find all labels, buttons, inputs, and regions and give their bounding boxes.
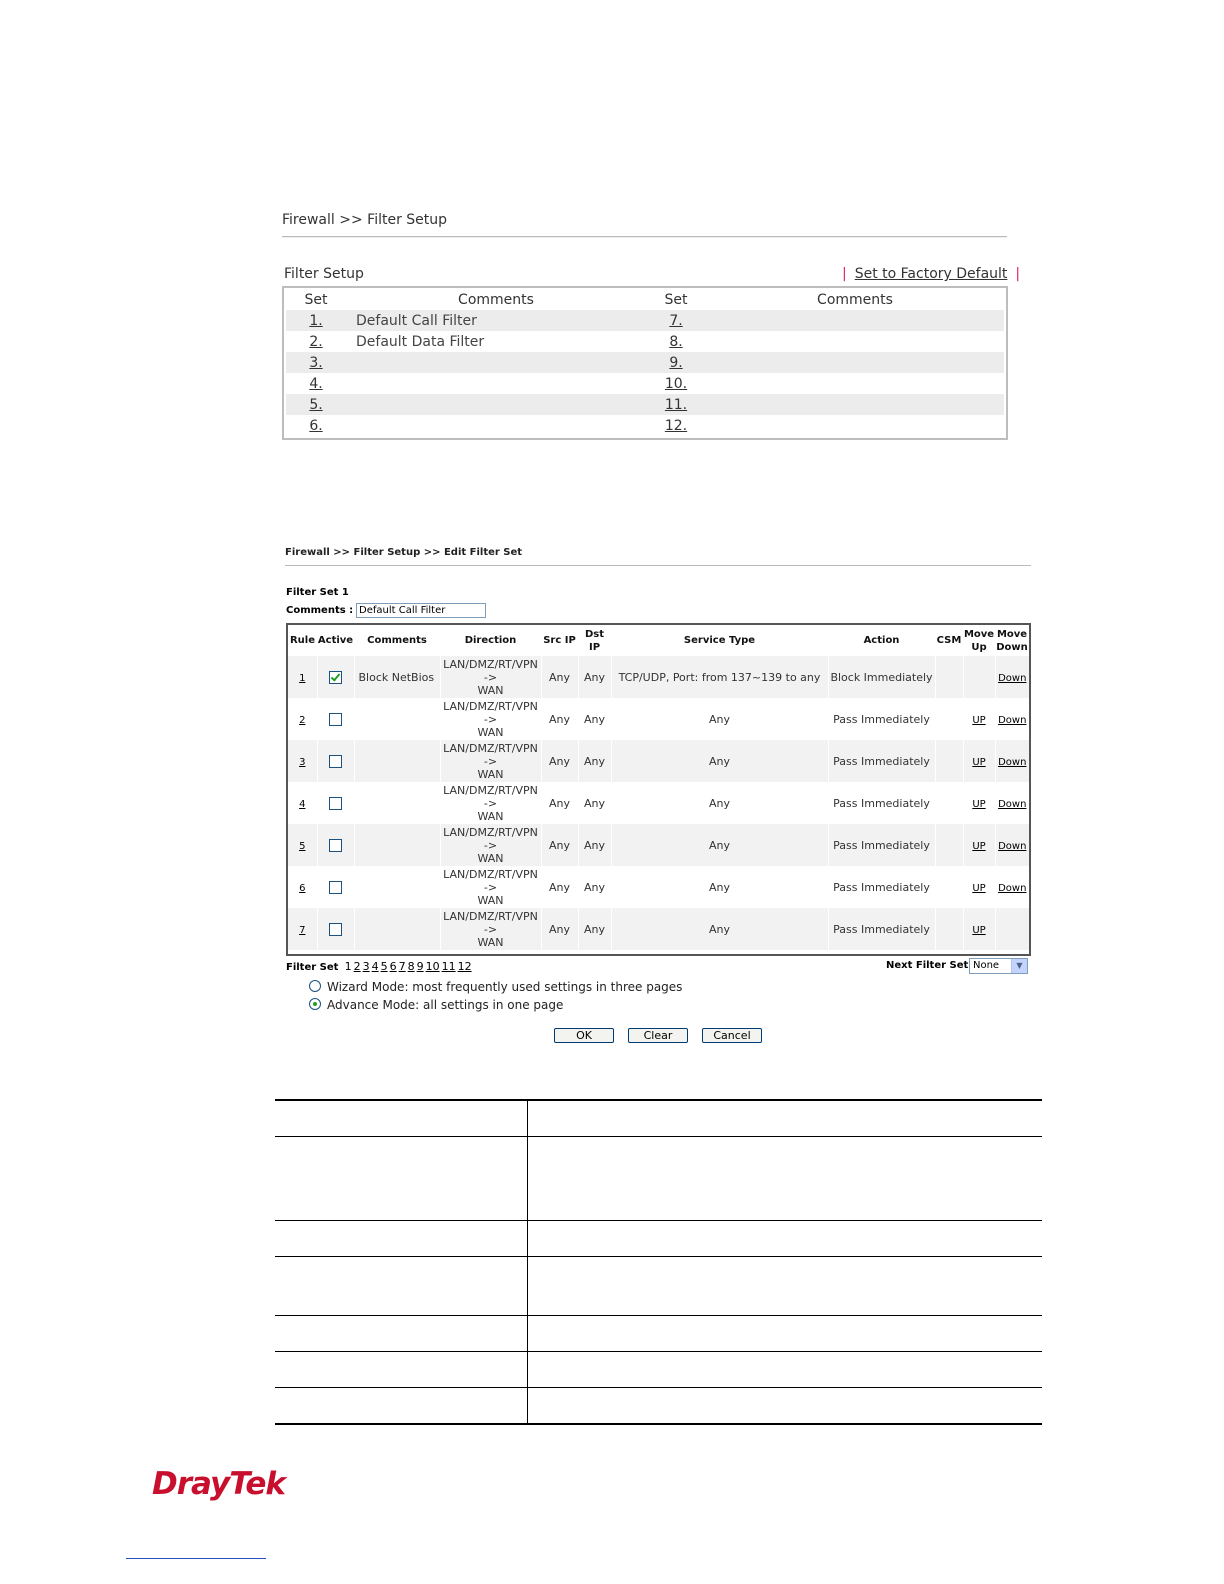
rule-comment xyxy=(354,782,440,824)
active-cell xyxy=(317,824,354,866)
rule-number-cell xyxy=(288,908,317,950)
move-up-link[interactable]: UP xyxy=(972,798,986,810)
direction-line: WAN xyxy=(477,683,504,697)
move-down-cell xyxy=(995,656,1029,698)
col-move-up-line2: Up xyxy=(971,641,987,653)
direction-line: -> xyxy=(483,670,498,684)
rule-direction xyxy=(440,698,541,740)
rule-src-ip: Any xyxy=(541,656,578,698)
table-row xyxy=(286,373,1004,394)
move-down-link[interactable]: Down xyxy=(998,756,1027,768)
move-up-cell xyxy=(963,698,995,740)
filter-rules-table xyxy=(286,623,1031,956)
direction-line: LAN/DMZ/RT/VPN xyxy=(443,657,538,671)
pager-link[interactable]: 11 xyxy=(441,960,456,973)
move-down-link[interactable]: Down xyxy=(998,882,1027,894)
active-checkbox[interactable] xyxy=(329,839,342,852)
filter-set-link[interactable]: 9. xyxy=(669,354,683,371)
move-up-cell xyxy=(963,656,995,698)
comments-label: Comments : xyxy=(286,605,354,616)
col-active: Active xyxy=(317,635,354,646)
set-to-factory-default-link[interactable]: Set to Factory Default xyxy=(854,266,1008,282)
table-row xyxy=(288,656,1029,698)
table-row xyxy=(288,740,1029,782)
col-comments: Comments xyxy=(367,635,427,646)
move-up-link[interactable]: UP xyxy=(972,714,986,726)
footer-rule xyxy=(126,1558,266,1559)
chevron-down-icon: ▼ xyxy=(1011,959,1027,973)
move-up-cell xyxy=(963,866,995,908)
breadcrumb-divider xyxy=(282,236,1007,238)
set-comment xyxy=(706,394,1004,415)
next-filter-set-select[interactable] xyxy=(969,958,1028,974)
set-comment xyxy=(706,352,1004,373)
pipe-separator: | xyxy=(842,266,847,282)
move-up-cell xyxy=(963,908,995,950)
clear-button[interactable]: Clear xyxy=(628,1028,688,1043)
rule-src-ip: Any xyxy=(541,698,578,740)
next-filter-set-value: None xyxy=(973,960,1000,971)
column-divider xyxy=(527,1100,528,1425)
rule-direction xyxy=(440,866,541,908)
direction-line: -> xyxy=(483,922,498,936)
advance-mode-option[interactable] xyxy=(309,998,563,1012)
rule-csm xyxy=(935,656,963,698)
wizard-mode-radio[interactable] xyxy=(309,980,321,992)
comments-input[interactable]: Default Call Filter xyxy=(356,603,486,618)
direction-line: WAN xyxy=(477,767,504,781)
set-cell xyxy=(286,352,346,373)
rule-dst-ip: Any xyxy=(578,908,611,950)
filter-setup-section-title: Filter Setup xyxy=(284,266,364,282)
rule-dst-ip: Any xyxy=(578,656,611,698)
rule-dst-ip: Any xyxy=(578,698,611,740)
move-up-link[interactable]: UP xyxy=(972,882,986,894)
rule-link[interactable]: 4 xyxy=(299,798,306,810)
description-table xyxy=(275,1099,1042,1425)
advance-mode-label: Advance Mode: all settings in one page xyxy=(327,998,564,1012)
edit-filter-set-breadcrumb: Firewall >> Filter Setup >> Edit Filter Set xyxy=(285,547,523,558)
col-src-ip: Src IP xyxy=(543,635,576,646)
advance-mode-radio[interactable] xyxy=(309,998,321,1010)
rule-csm xyxy=(935,824,963,866)
rule-direction xyxy=(440,782,541,824)
rule-action: Pass Immediately xyxy=(828,740,935,782)
filter-set-link[interactable]: 6. xyxy=(309,417,323,434)
col-rule: Rule xyxy=(289,635,316,646)
table-rule xyxy=(275,1387,1042,1388)
filter-set-link[interactable]: 4. xyxy=(309,375,323,392)
move-down-link[interactable]: Down xyxy=(998,840,1027,852)
rule-src-ip: Any xyxy=(541,824,578,866)
col-comments: Comments xyxy=(458,292,534,308)
pager-link[interactable]: 9 xyxy=(416,960,424,973)
table-row xyxy=(286,394,1004,415)
table-row xyxy=(286,310,1004,331)
rule-csm xyxy=(935,698,963,740)
move-up-link[interactable]: UP xyxy=(972,840,986,852)
set-comment: Default Call Filter xyxy=(346,310,646,331)
rule-service-type: Any xyxy=(611,740,828,782)
rule-dst-ip: Any xyxy=(578,824,611,866)
filter-set-link[interactable]: 10. xyxy=(664,375,688,392)
filter-set-link[interactable]: 2. xyxy=(309,333,323,350)
rule-direction xyxy=(440,824,541,866)
rule-comment xyxy=(354,740,440,782)
set-comment xyxy=(706,331,1004,352)
rule-number-cell xyxy=(288,824,317,866)
col-move-up-line1: Move xyxy=(963,628,995,640)
col-csm: CSM xyxy=(936,635,962,646)
rule-action: Pass Immediately xyxy=(828,908,935,950)
rule-action: Pass Immediately xyxy=(828,698,935,740)
rule-comment xyxy=(354,866,440,908)
rule-action: Pass Immediately xyxy=(828,824,935,866)
table-rule xyxy=(275,1136,1042,1137)
col-move-down-line1: Move xyxy=(996,628,1028,640)
ok-button[interactable]: OK xyxy=(554,1028,614,1043)
table-row xyxy=(288,866,1029,908)
pager-link[interactable]: 2 xyxy=(353,960,361,973)
pager-link[interactable]: 6 xyxy=(389,960,397,973)
move-down-link[interactable]: Down xyxy=(998,714,1027,726)
set-cell xyxy=(286,373,346,394)
rule-service-type: Any xyxy=(611,698,828,740)
rule-action: Pass Immediately xyxy=(828,866,935,908)
direction-line: -> xyxy=(483,880,498,894)
table-row xyxy=(288,782,1029,824)
move-down-cell xyxy=(995,866,1029,908)
rule-direction xyxy=(440,740,541,782)
rule-dst-ip: Any xyxy=(578,782,611,824)
draytek-logo: DrayTek xyxy=(152,1466,285,1502)
direction-line: WAN xyxy=(477,851,504,865)
set-comment xyxy=(706,310,1004,331)
filter-set-pager xyxy=(286,960,474,973)
pager-link[interactable]: 5 xyxy=(380,960,388,973)
table-row xyxy=(286,352,1004,373)
move-down-cell xyxy=(995,782,1029,824)
rule-link[interactable]: 2 xyxy=(299,714,306,726)
pager-link[interactable]: 7 xyxy=(398,960,406,973)
table-rule xyxy=(275,1099,1042,1101)
table-rule xyxy=(275,1315,1042,1316)
filter-set-link[interactable]: 5. xyxy=(309,396,323,413)
rule-src-ip: Any xyxy=(541,866,578,908)
filter-set-link[interactable]: 7. xyxy=(669,312,683,329)
set-comment xyxy=(346,394,646,415)
move-up-cell xyxy=(963,782,995,824)
direction-line: LAN/DMZ/RT/VPN xyxy=(443,867,538,881)
pager-current: 1 xyxy=(344,960,352,973)
active-cell xyxy=(317,782,354,824)
rule-service-type: Any xyxy=(611,782,828,824)
rule-src-ip: Any xyxy=(541,908,578,950)
filter-setup-breadcrumb: Firewall >> Filter Setup xyxy=(282,212,448,228)
set-cell xyxy=(286,331,346,352)
active-checkbox[interactable] xyxy=(329,881,342,894)
direction-line: LAN/DMZ/RT/VPN xyxy=(443,909,538,923)
set-comment xyxy=(346,415,646,436)
pager-link[interactable]: 10 xyxy=(425,960,440,973)
active-cell xyxy=(317,908,354,950)
col-comments: Comments xyxy=(817,292,893,308)
rule-service-type: Any xyxy=(611,866,828,908)
table-row xyxy=(286,415,1004,436)
rule-number-cell xyxy=(288,740,317,782)
col-dst-ip: Dst IP xyxy=(584,628,605,653)
rule-csm xyxy=(935,866,963,908)
col-move-down-line2: Down xyxy=(996,641,1028,653)
table-rule xyxy=(275,1220,1042,1221)
filter-set-link[interactable]: 12. xyxy=(664,417,688,434)
active-checkbox[interactable] xyxy=(329,797,342,810)
rule-link[interactable]: 6 xyxy=(299,882,306,894)
rule-comment xyxy=(354,698,440,740)
direction-line: LAN/DMZ/RT/VPN xyxy=(443,741,538,755)
set-comment xyxy=(706,373,1004,394)
col-move-down xyxy=(995,625,1029,656)
move-up-cell xyxy=(963,824,995,866)
pager-link[interactable]: 8 xyxy=(407,960,415,973)
rule-service-type: Any xyxy=(611,908,828,950)
set-cell xyxy=(646,331,706,352)
wizard-mode-label: Wizard Mode: most frequently used settings in three pages xyxy=(327,980,683,994)
rule-number-cell xyxy=(288,656,317,698)
rule-direction xyxy=(440,656,541,698)
rule-link[interactable]: 1 xyxy=(299,672,306,684)
rule-csm xyxy=(935,782,963,824)
move-up-cell xyxy=(963,740,995,782)
set-comment xyxy=(346,352,646,373)
set-cell xyxy=(286,394,346,415)
rule-number-cell xyxy=(288,698,317,740)
set-comment xyxy=(346,373,646,394)
pager-link[interactable]: 3 xyxy=(362,960,370,973)
set-cell xyxy=(646,310,706,331)
col-set: Set xyxy=(664,292,688,308)
direction-line: -> xyxy=(483,712,498,726)
direction-line: LAN/DMZ/RT/VPN xyxy=(443,825,538,839)
pipe-separator: | xyxy=(1015,266,1021,282)
direction-line: LAN/DMZ/RT/VPN xyxy=(443,699,538,713)
rule-direction xyxy=(440,908,541,950)
move-down-link[interactable]: Down xyxy=(998,798,1027,810)
active-cell xyxy=(317,698,354,740)
pager-link[interactable]: 4 xyxy=(371,960,379,973)
direction-line: -> xyxy=(483,796,498,810)
set-cell xyxy=(646,352,706,373)
set-cell xyxy=(646,373,706,394)
filter-set-link[interactable]: 1. xyxy=(309,312,323,329)
filter-set-link[interactable]: 8. xyxy=(669,333,683,350)
rule-number-cell xyxy=(288,782,317,824)
rule-src-ip: Any xyxy=(541,740,578,782)
active-checkbox[interactable] xyxy=(329,923,342,936)
col-move-up xyxy=(963,625,995,656)
table-rule xyxy=(275,1351,1042,1352)
rule-dst-ip: Any xyxy=(578,740,611,782)
direction-line: WAN xyxy=(477,809,504,823)
active-cell xyxy=(317,740,354,782)
active-cell xyxy=(317,656,354,698)
rule-number-cell xyxy=(288,866,317,908)
set-comment: Default Data Filter xyxy=(356,333,485,350)
move-down-link[interactable]: Down xyxy=(998,672,1027,684)
col-action: Action xyxy=(863,635,900,646)
set-comment xyxy=(706,415,1004,436)
rule-link[interactable]: 7 xyxy=(299,924,306,936)
active-checkbox[interactable] xyxy=(329,671,342,684)
table-row xyxy=(286,331,1004,352)
rule-service-type: TCP/UDP, Port: from 137~139 to any xyxy=(611,656,828,698)
pager-link[interactable]: 12 xyxy=(457,960,472,973)
set-cell xyxy=(646,394,706,415)
table-rule xyxy=(275,1423,1042,1425)
active-checkbox[interactable] xyxy=(329,713,342,726)
rule-csm xyxy=(935,908,963,950)
table-row xyxy=(288,698,1029,740)
direction-line: LAN/DMZ/RT/VPN xyxy=(443,783,538,797)
move-down-cell xyxy=(995,740,1029,782)
rule-comment xyxy=(354,908,440,950)
set-cell xyxy=(286,310,346,331)
filter-set-label: Filter Set 1 xyxy=(286,587,349,598)
rule-dst-ip: Any xyxy=(578,866,611,908)
pager-label: Filter Set xyxy=(286,962,339,973)
table-rule xyxy=(275,1256,1042,1257)
next-filter-set-label: Next Filter Set xyxy=(886,960,969,971)
rule-action: Pass Immediately xyxy=(828,782,935,824)
direction-line: -> xyxy=(483,754,498,768)
direction-line: -> xyxy=(483,838,498,852)
rule-src-ip: Any xyxy=(541,782,578,824)
rule-comment: Block NetBios xyxy=(354,656,440,698)
active-checkbox[interactable] xyxy=(329,755,342,768)
rule-action: Block Immediately xyxy=(828,656,935,698)
col-set: Set xyxy=(304,292,328,308)
table-row xyxy=(288,908,1029,950)
direction-line: WAN xyxy=(477,893,504,907)
wizard-mode-option[interactable] xyxy=(309,980,682,994)
move-down-cell xyxy=(995,908,1029,950)
rule-link[interactable]: 5 xyxy=(299,840,306,852)
rule-link[interactable]: 3 xyxy=(299,756,306,768)
factory-default-area xyxy=(834,266,1020,282)
active-cell xyxy=(317,866,354,908)
rule-comment xyxy=(354,824,440,866)
move-down-cell xyxy=(995,824,1029,866)
rule-csm xyxy=(935,740,963,782)
cancel-button[interactable]: Cancel xyxy=(702,1028,762,1043)
filter-set-table xyxy=(282,286,1008,440)
move-up-link[interactable]: UP xyxy=(972,756,986,768)
move-down-cell xyxy=(995,698,1029,740)
move-up-link[interactable]: UP xyxy=(972,924,986,936)
col-direction: Direction xyxy=(464,635,517,646)
table-row xyxy=(288,824,1029,866)
direction-line: WAN xyxy=(477,935,504,949)
breadcrumb-divider xyxy=(285,565,1031,566)
filter-set-link[interactable]: 11. xyxy=(664,396,688,413)
rule-service-type: Any xyxy=(611,824,828,866)
col-service-type: Service Type xyxy=(683,635,756,646)
direction-line: WAN xyxy=(477,725,504,739)
set-cell xyxy=(286,415,346,436)
set-cell xyxy=(646,415,706,436)
filter-set-link[interactable]: 3. xyxy=(309,354,323,371)
